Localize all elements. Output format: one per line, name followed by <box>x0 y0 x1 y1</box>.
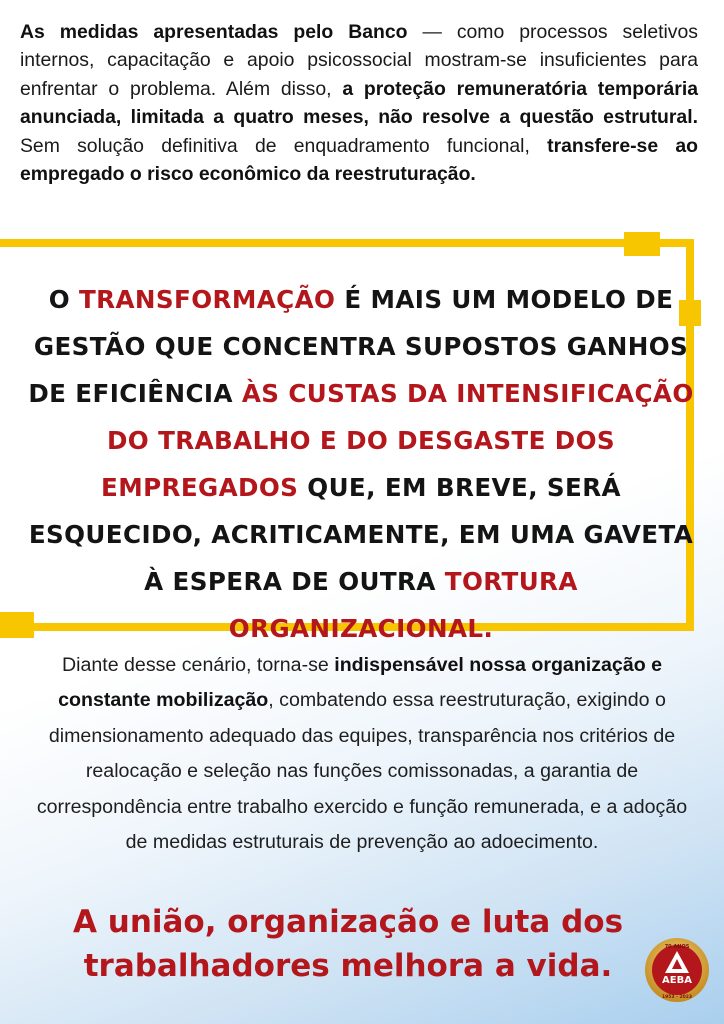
intro-text-2: Sem solução definitiva de enquadramento funcional, <box>20 134 548 157</box>
quote-red-2: ÀS CUSTAS DA INTENSIFICAÇÃO DO TRABALHO E DO DESGASTE DOS EMPREGADOS <box>101 379 694 502</box>
body2-text-2: , combatendo essa reestruturação, exigindo o dimensionamento adequado das equipes, transparência nos critérios de realocação e seleção nas funções comissonadas, a garantia de correspondência entre trabalho exercido e função remunerada, e a adoção de medidas estruturais de prevenção ao adoecimento. <box>36 689 688 854</box>
slogan <box>30 900 666 988</box>
call-to-action-paragraph <box>24 648 700 860</box>
body2-bold-1: indispensável nossa organização e constante mobilização <box>58 654 663 712</box>
aeba-logo <box>644 937 710 1003</box>
intro-bold-1: As medidas apresentadas pelo Banco <box>20 21 408 43</box>
logo-name: AEBA <box>662 975 692 986</box>
quote-text-1: O <box>48 285 79 314</box>
intro-bold-2: a proteção remuneratória temporária anunciada, limitada a quatro meses, não resolve a questão estrutural. <box>20 77 699 129</box>
logo-top-text: 70 ANOS <box>664 944 690 950</box>
body2-text-1: Diante desse cenário, torna-se <box>61 654 335 676</box>
slogan-line-1: A união, organização e luta dos <box>72 904 624 940</box>
frame-top-end-block <box>624 232 660 256</box>
quote-text-3: QUE, EM BREVE, SERÁ ESQUECIDO, ACRITICAMENTE, EM UMA GAVETA À ESPERA DE OUTRA <box>28 473 694 596</box>
frame-top-line <box>0 239 694 247</box>
logo-years: 1953 - 2023 <box>661 995 693 1000</box>
intro-bold-3: transfere-se ao empregado o risco econômico da reestruturação. <box>20 134 698 186</box>
quote-red-1: TRANSFORMAÇÃO <box>78 285 336 314</box>
highlight-quote <box>22 276 700 652</box>
quote-red-3: TORTURA ORGANIZACIONAL. <box>228 567 578 643</box>
quote-text-2: É MAIS UM MODELO DE GESTÃO QUE CONCENTRA SUPOSTOS GANHOS DE EFICIÊNCIA <box>28 285 689 408</box>
intro-text-1: — como processos seletivos internos, capacitação e apoio psicossocial mostram-se insuficientes para enfrentar o problema. Além disso, <box>20 21 698 100</box>
slogan-line-2: trabalhadores melhora a vida. <box>83 948 613 984</box>
intro-paragraph <box>20 18 698 188</box>
